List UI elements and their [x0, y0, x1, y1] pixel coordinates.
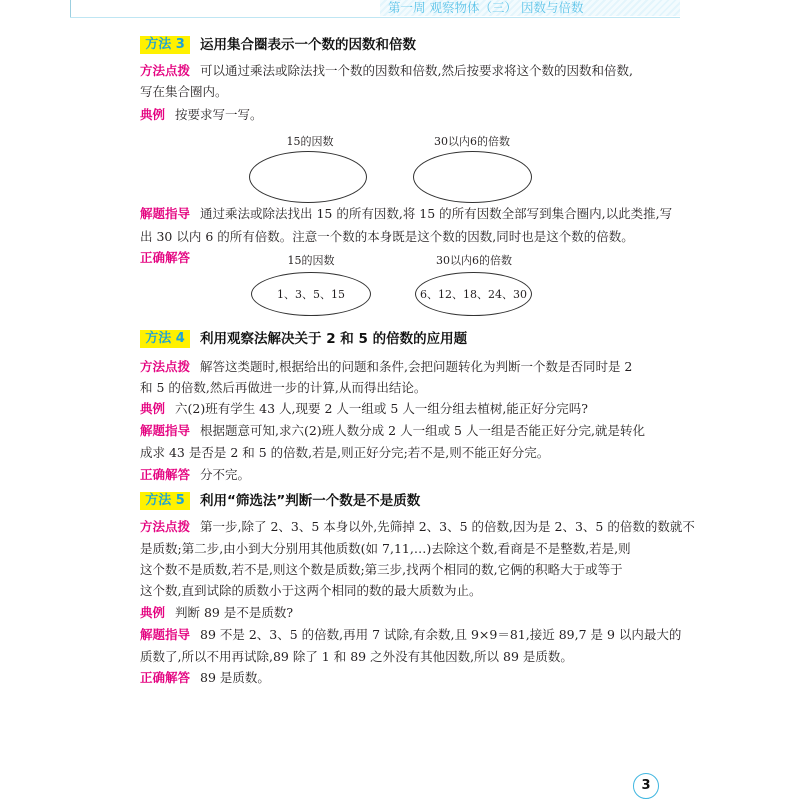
answer-set-circle-factors [251, 272, 371, 316]
method-4-example [140, 401, 588, 417]
answer-set-content: 1、3、5、15 [277, 288, 345, 301]
tip-text: 可以通过乘法或除法找一个数的因数和倍数,然后按要求将这个数的因数和倍数, [200, 63, 633, 78]
tip-label: 方法点拨 [140, 359, 191, 374]
header-tick [70, 0, 71, 17]
answer-label: 正确解答 [140, 250, 191, 265]
answer-label: 正确解答 [140, 467, 191, 482]
running-header-title: 第一周 观察物体（三） 因数与倍数 [388, 0, 584, 15]
example-text: 判断 89 是不是质数? [175, 605, 294, 620]
method-5-guide-line: 质数了,所以不用再试除,89 除了 1 和 89 之外没有其他因数,所以 89 是质数。 [140, 649, 573, 664]
example-label: 典例 [140, 107, 166, 122]
method-3-guide-line: 出 30 以内 6 的所有倍数。注意一个数的本身既是这个数的因数,同时也是这个数的倍数。 [140, 229, 634, 244]
method-5-tip-line: 这个数,直到试除的质数小于这两个相同的数的最大质数为止。 [140, 583, 482, 598]
method-4-guide-line: 成求 43 是否是 2 和 5 的倍数,若是,则正好分完;若不是,则不能正好分完。 [140, 445, 550, 460]
method-5-guide-line [140, 627, 681, 643]
empty-set-circle-multiples [413, 151, 532, 203]
answer-text: 89 是质数。 [200, 670, 270, 685]
guide-text: 根据题意可知,求六(2)班人数分成 2 人一组或 5 人一组是否能正好分完,就是转化 [200, 423, 645, 438]
tip-text: 解答这类题时,根据给出的问题和条件,会把问题转化为判断一个数是否同时是 2 [200, 359, 633, 374]
method-4-title: 利用观察法解决关于 2 和 5 的倍数的应用题 [200, 331, 468, 347]
method-5-tip-line [140, 519, 695, 535]
method-3-badge: 方法 3 [140, 36, 190, 54]
set-label-factors: 15的因数 [286, 135, 334, 148]
method-5-tip-line: 是质数;第二步,由小到大分别用其他质数(如 7,11,…)去除这个数,看商是不是整数,若是,则 [140, 541, 631, 556]
answer-set-label-factors: 15的因数 [287, 254, 335, 267]
example-label: 典例 [140, 401, 166, 416]
tip-label: 方法点拨 [140, 63, 191, 78]
answer-set-circle-multiples [415, 272, 532, 316]
answer-set-label-multiples: 30以内6的倍数 [436, 254, 512, 267]
page-number: 3 [633, 773, 659, 799]
guide-label: 解题指导 [140, 627, 191, 642]
set-label-multiples: 30以内6的倍数 [434, 135, 510, 148]
method-3-guide-line [140, 206, 672, 222]
method-4-tip-line [140, 359, 632, 375]
empty-set-circle-factors [249, 151, 367, 203]
guide-text: 89 不是 2、3、5 的倍数,再用 7 试除,有余数,且 9×9＝81,接近 89,7 是 9 以内最大的 [200, 627, 682, 642]
method-3-tip-line: 写在集合圈内。 [140, 84, 228, 99]
example-text: 按要求写一写。 [175, 107, 263, 122]
method-3-example [140, 107, 263, 123]
answer-text: 分不完。 [200, 467, 251, 482]
example-text: 六(2)班有学生 43 人,现要 2 人一组或 5 人一组分组去植树,能正好分完吗? [175, 401, 589, 416]
method-5-badge: 方法 5 [140, 492, 190, 510]
tip-label: 方法点拨 [140, 519, 191, 534]
answer-set-content: 6、12、18、24、30 [420, 288, 527, 301]
header-rule [70, 17, 680, 18]
method-4-badge: 方法 4 [140, 330, 190, 348]
guide-text: 通过乘法或除法找出 15 的所有因数,将 15 的所有因数全部写到集合圈内,以此类推,写 [200, 206, 673, 221]
answer-label: 正确解答 [140, 670, 191, 685]
method-5-answer [140, 670, 270, 686]
guide-label: 解题指导 [140, 423, 191, 438]
method-4-guide-line [140, 423, 645, 439]
running-header [380, 0, 680, 16]
method-5-title: 利用“筛选法”判断一个数是不是质数 [200, 493, 421, 509]
method-5-example [140, 605, 293, 621]
tip-text: 第一步,除了 2、3、5 本身以外,先筛掉 2、3、5 的倍数,因为是 2、3、5 的倍数的数就不 [200, 519, 695, 534]
method-4-tip-line: 和 5 的倍数,然后再做进一步的计算,从而得出结论。 [140, 380, 427, 395]
method-3-title: 运用集合圈表示一个数的因数和倍数 [200, 37, 416, 53]
method-3-answer [140, 250, 200, 266]
example-label: 典例 [140, 605, 166, 620]
method-3-tip-line [140, 63, 633, 79]
method-4-answer [140, 467, 250, 483]
guide-label: 解题指导 [140, 206, 191, 221]
method-5-tip-line: 这个数不是质数,若不是,则这个数是质数;第三步,找两个相同的数,它俩的积略大于或等于 [140, 562, 623, 577]
